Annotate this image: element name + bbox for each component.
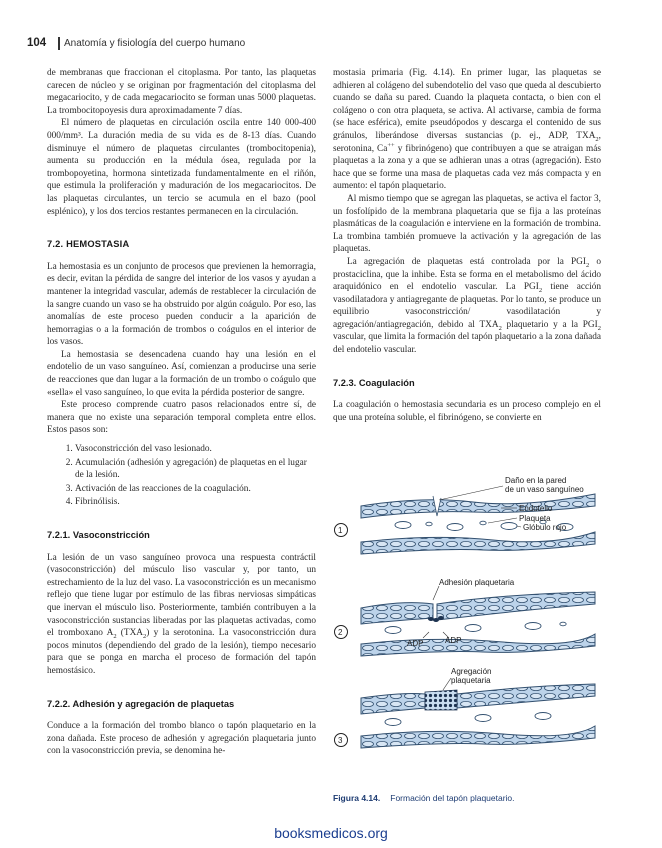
paragraph: La coagulación o hemostasia secundaria es un proceso complejo en el que una proteína soluble, el fibrinógeno, se convierte en bbox=[333, 400, 601, 423]
page-header bbox=[27, 33, 637, 53]
platelet-plug-figure bbox=[333, 468, 603, 768]
list-item: 2. Acumulación (adhesión y agregación) de plaquetas en el lugar de la lesión. bbox=[75, 457, 316, 482]
paragraph: El número de plaquetas en circulación oscila entre 140 000-400 000/mm³. La duración media de su vida es de 8-13 días. Cuando disminuye el número de plaquetas circulantes (trombocitopenia), aumenta su producción en la médula ósea, regulada por la trombopoyetina, hormona sintetizada fundamentalmente en el riñón, que estimula la proliferación y maduración de los megacariocitos. De las plaquetas circulantes, un tercio se acumula en el bazo (pool esplénico), y los dos tercios restantes permanecen en la circulación. bbox=[47, 118, 316, 217]
label-adhesion: Adhesión plaquetaria bbox=[439, 578, 515, 587]
step-number-3: 3 bbox=[338, 736, 343, 745]
paragraph: Conduce a la formación del trombo blanco o tapón plaquetario en la zona dañada. Este proceso de adhesión y agregación plaquetaria junto con la vasoconstricción previa, se denomina he- bbox=[47, 721, 316, 757]
panel-2 bbox=[335, 586, 596, 656]
list-item: 1. Vasoconstricción del vaso lesionado. bbox=[75, 443, 316, 456]
label-agregacion-2: plaquetaria bbox=[451, 676, 491, 685]
page-number: 104 bbox=[27, 37, 47, 49]
paragraph: Este proceso comprende cuatro pasos relacionados entre sí, de manera que no existe una separación temporal completa entre ellos. Estos pasos son: bbox=[47, 400, 316, 436]
list-item: 4. Fibrinólisis. bbox=[75, 496, 316, 509]
label-globulo-rojo: Glóbulo rojo bbox=[523, 523, 567, 532]
subsection-heading-coagulacion: 7.2.3. Coagulación bbox=[333, 377, 415, 388]
label-plaqueta: Plaqueta bbox=[519, 514, 551, 523]
header-divider bbox=[58, 37, 60, 50]
steps-list bbox=[47, 443, 316, 509]
list-item: 3. Activación de las reacciones de la coagulación. bbox=[75, 483, 316, 496]
panel-1 bbox=[335, 486, 596, 554]
label-adp-1: ADP bbox=[407, 639, 424, 648]
section-heading-hemostasia: 7.2. HEMOSTASIA bbox=[47, 239, 130, 250]
label-dano-2: de un vaso sanguíneo bbox=[505, 485, 584, 494]
label-endotelio: Endotelio bbox=[519, 504, 553, 513]
label-adp-2: ADP bbox=[445, 636, 462, 645]
figure-caption bbox=[333, 793, 515, 803]
running-title: Anatomía y fisiología del cuerpo humano bbox=[64, 38, 246, 49]
footer-site: booksmedicos.org bbox=[274, 825, 388, 841]
label-dano-1: Daño en la pared bbox=[505, 476, 567, 485]
paragraph: La lesión de un vaso sanguíneo provoca una respuesta contráctil (vasoconstricción) del músculo liso vascular y, por tanto, un estrechamiento de la luz del vaso. La vasoconstricción es un mecanismo reflejo que tiene lugar por estímulo de las fibras nerviosas simpáticas que inervan el músculo liso. Posteriormente, también contribuyen a la vasoconstricción sustancias liberadas por las plaquetas activadas, como el tromboxano $A_2$ $(TXA_2)$ y la serotonina. La vasoconstricción dura pocos minutos (dependiendo del grado de la lesión), tiempo necesario para que se ponga en marcha el proceso de formación del tapón hemostásico. bbox=[47, 552, 316, 676]
paragraph: Al mismo tiempo que se agregan las plaquetas, se activa el factor 3, un fosfolípido de la membrana plaquetaria que se fija a las proteínas plasmáticas de la coagulación e interviene en la formación de trombina. La trombina también promueve la activación y la agregación de las plaquetas. bbox=[333, 193, 601, 255]
panel-3 bbox=[335, 678, 596, 748]
paragraph: La agregación de plaquetas está controlada por la $PGI_2$ o prostaciclina, que la inhibe. Esta se forma en el metabolismo del ácido araquidónico en el endotelio vascular. La $PGI_2$ tiene acción vasodilatadora y antiagregante de plaquetas. Por lo tanto, se produce un equilibrio vasoconstricción/ vasodilatación y agregación/antiagregación, debido al $TXA_2$ plaquetario y a la $PGI_2$ vascular, que limita la formación del tapón plaquetario a la zona dañada del endotelio vascular. bbox=[333, 256, 601, 356]
subsection-heading-vasoconstriccion: 7.2.1. Vasoconstricción bbox=[47, 530, 150, 540]
step-number-2: 2 bbox=[338, 628, 343, 637]
caption-text: Formación del tapón plaquetario. bbox=[390, 793, 515, 803]
label-agregacion-1: Agregación bbox=[451, 667, 492, 676]
caption-number: Figura 4.14. bbox=[333, 793, 381, 803]
right-column bbox=[333, 67, 601, 424]
paragraph: mostasia primaria (Fig. 4.14). En primer lugar, las plaquetas se adhieren al colágeno del subendotelio del vaso que queda al descubierto cuando se daña su pared. Cuando la plaqueta contacta, o bien con el colágeno o con otra plaqueta, se activa. Al activarse, cambia de forma (se hace esférica), emite pseudópodos y descarga el contenido de sus gránulos, liberándose diversas sustancias (p. ej., ADP, $TXA_2$, serotonina, Ca++ y fibrinógeno) que contribuyen a que se atraigan más plaquetas a la zona y a que se adhieran unas a otras (agregación). Esto hace que se forme una masa de plaquetas cada vez más compacta y en aumento: el tapón plaquetario. bbox=[333, 68, 601, 192]
left-column bbox=[47, 67, 316, 758]
paragraph: de membranas que fraccionan el citoplasma. Por tanto, las plaquetas carecen de núcleo y se originan por fragmentación del citoplasma del megacariocito, y de cada megacariocito se forman unas 5000 plaquetas. La trombocitopoyesis dura aproximadamente 7 días. bbox=[47, 68, 316, 116]
paragraph: La hemostasia es un conjunto de procesos que previenen la hemorragia, es decir, evitan la pérdida de sangre del interior de los vasos y ayudan a mantener la integridad vascular, además de restablecer la circulación de la sangre cuando un vaso se ha obstruido por algún coágulo. Por eso, las anomalías de este proceso pueden conducir a la aparición de hemorragias o a la formación de trombos o coágulos en el interior de los vasos. bbox=[47, 261, 316, 348]
paragraph: La hemostasia se desencadena cuando hay una lesión en el endotelio de un vaso sanguíneo. Así, comienzan a producirse una serie de reacciones que dan lugar a la formación de un trombo o coágulo que «sella» el vaso sanguíneo, lo que evita la pérdida posterior de sangre. bbox=[47, 349, 316, 398]
step-number-1: 1 bbox=[338, 526, 343, 535]
vessel-illustration bbox=[333, 468, 603, 768]
subsection-heading-adhesion: 7.2.2. Adhesión y agregación de plaquetas bbox=[47, 698, 235, 709]
